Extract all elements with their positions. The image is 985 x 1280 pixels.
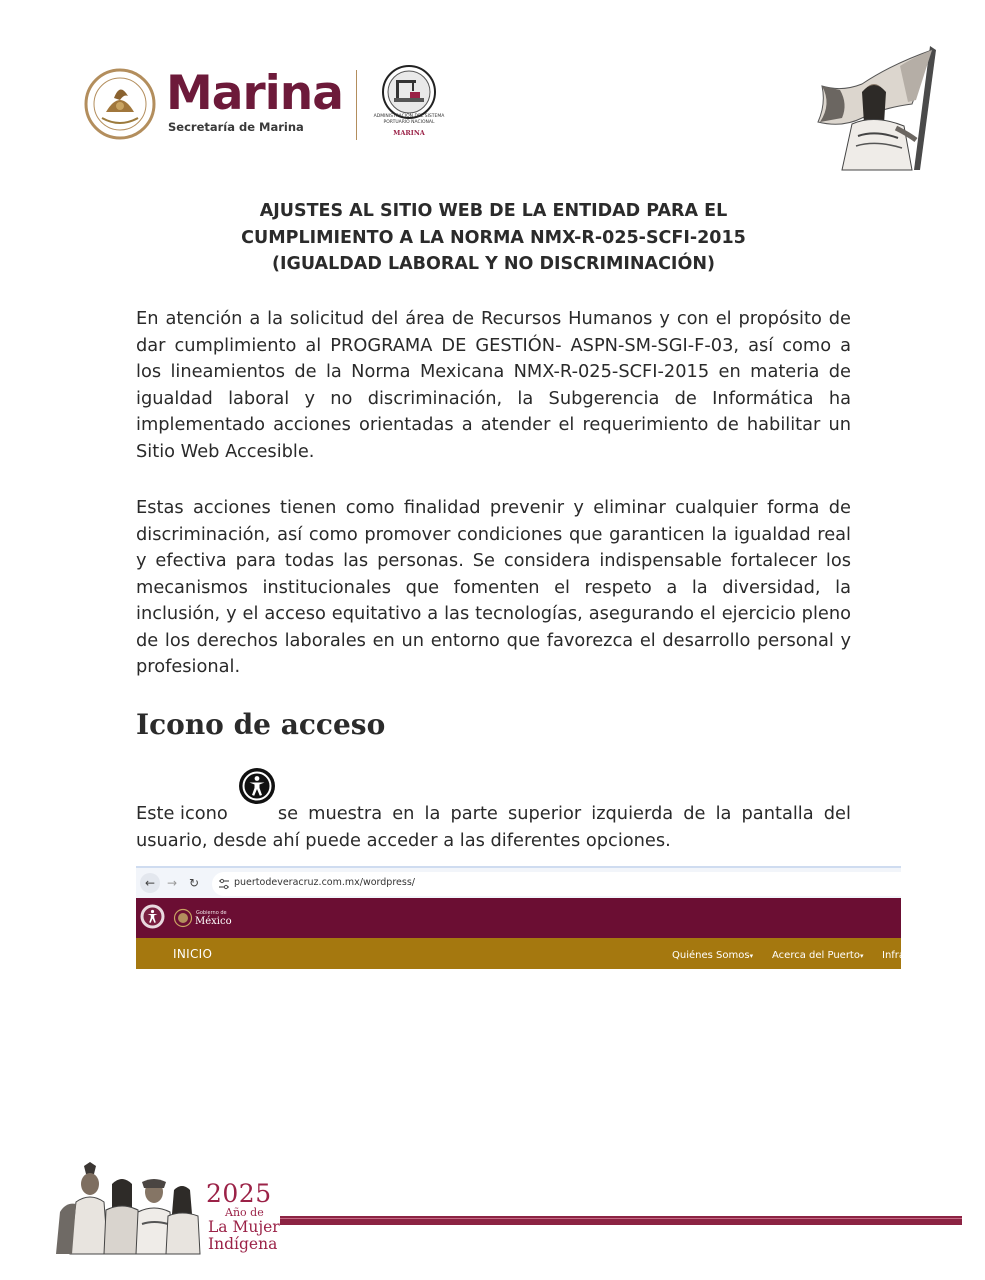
website-screenshot xyxy=(136,866,906,969)
footer-year: 2025 xyxy=(206,1179,272,1208)
brand-name: Marina xyxy=(166,66,343,121)
woman-with-flag-illustration xyxy=(812,44,940,170)
title-line-3: (IGUALDAD LABORAL Y NO DISCRIMINACIÓN) xyxy=(272,254,715,274)
menu-item-infraestructura[interactable]: Infra xyxy=(882,950,906,961)
menu-item-acerca-del-puerto[interactable] xyxy=(772,950,863,961)
brand-divider xyxy=(356,70,357,140)
mexico-coat-of-arms-seal xyxy=(84,68,156,140)
icon-text-word: la xyxy=(715,803,732,824)
footer-la-mujer: La Mujer xyxy=(208,1218,280,1236)
chevron-down-icon: ▾ xyxy=(749,952,754,960)
icon-description xyxy=(136,787,851,854)
section-heading: Icono de acceso xyxy=(136,708,386,741)
document-title xyxy=(136,198,851,278)
site-settings-icon[interactable] xyxy=(218,878,230,890)
government-header-bar xyxy=(136,898,901,938)
gobierno-seal-icon xyxy=(174,909,192,927)
apn-seal-icon xyxy=(374,64,444,136)
apn-logo-brand: MARINA xyxy=(393,129,425,137)
gobierno-de-label: Gobierno de xyxy=(196,910,227,916)
icon-text-word: de xyxy=(683,803,706,824)
footer-rule xyxy=(280,1216,962,1225)
paragraph-purpose: Estas acciones tienen como finalidad prevenir y eliminar cualquier forma de discriminación, así como promover condiciones que garanticen la igualdad real y efectiva para todas las personas. Se considera indispensable fortalecer los mecanismos institucionales que fomenten el respeto a la diversidad, la inclusión, y el acceso equitativo a las tecnologías, asegurando el ejercicio pleno de los derechos laborales en un entorno que favorezca el desarrollo personal y profesional. xyxy=(136,497,851,677)
apn-logo-text: ADMINISTRACIÓN DEL SISTEMA PORTUARIO NACIONAL xyxy=(373,114,445,125)
icon-text-word: muestra xyxy=(308,803,383,824)
menu-item-inicio[interactable]: INICIO xyxy=(173,947,213,961)
menu-item-label: Quiénes Somos xyxy=(672,950,750,961)
title-line-2: CUMPLIMIENTO A LA NORMA NMX-R-025-SCFI-2015 xyxy=(241,227,746,248)
site-menu-bar xyxy=(136,938,906,969)
gobierno-mexico-label: México xyxy=(195,916,232,927)
title-line-1: AJUSTES AL SITIO WEB DE LA ENTIDAD PARA EL xyxy=(259,201,728,221)
icon-description-lead xyxy=(136,787,298,828)
icon-text-word: parte xyxy=(450,803,498,824)
menu-item-quienes-somos[interactable] xyxy=(672,950,753,961)
accessibility-icon[interactable] xyxy=(140,904,165,929)
paragraph-intro: En atención a la solicitud del área de Recursos Humanos y con el propósito de dar cumplimiento al PROGRAMA DE GESTIÓN- ASPN-SM-SGI-F-03, así como a los lineamientos de la Norma Mexicana NMX-R-025-SCFI-2015 en materia de igualdad laboral y no discriminación, la Subgerencia de Informática ha implementado acciones orientadas a atender el requerimiento de habilitar un Sitio Web Accesible. xyxy=(136,308,851,462)
chevron-down-icon: ▾ xyxy=(859,952,864,960)
brand-subtitle: Secretaría de Marina xyxy=(168,120,304,134)
accessibility-icon xyxy=(238,767,276,805)
icon-text-before: Este icono xyxy=(136,803,228,824)
icon-text-word: se xyxy=(277,803,299,824)
browser-toolbar xyxy=(136,866,901,898)
icon-text-word: izquierda xyxy=(591,803,674,824)
reload-icon[interactable]: ↻ xyxy=(188,876,200,890)
icon-text-word: en xyxy=(392,803,415,824)
icon-text-word: superior xyxy=(507,803,582,824)
icon-description-line-1 xyxy=(136,787,851,828)
address-bar-url: puertodeveracruz.com.mx/wordpress/ xyxy=(234,877,415,888)
forward-arrow-icon[interactable]: → xyxy=(166,876,178,890)
back-arrow-icon[interactable]: ← xyxy=(140,873,160,893)
header-logo xyxy=(84,64,454,144)
menu-item-label: Acerca del Puerto xyxy=(772,950,860,961)
icon-text-word: del xyxy=(823,803,851,824)
footer-indigena: Indígena xyxy=(208,1235,278,1253)
icon-text-word: la xyxy=(424,803,441,824)
footer-ano-de: Año de xyxy=(225,1206,264,1219)
indigenous-women-illustration xyxy=(56,1162,202,1254)
icon-text-word: pantalla xyxy=(741,803,814,824)
icon-description-line-2: usuario, desde ahí puede acceder a las diferentes opciones. xyxy=(136,829,671,851)
